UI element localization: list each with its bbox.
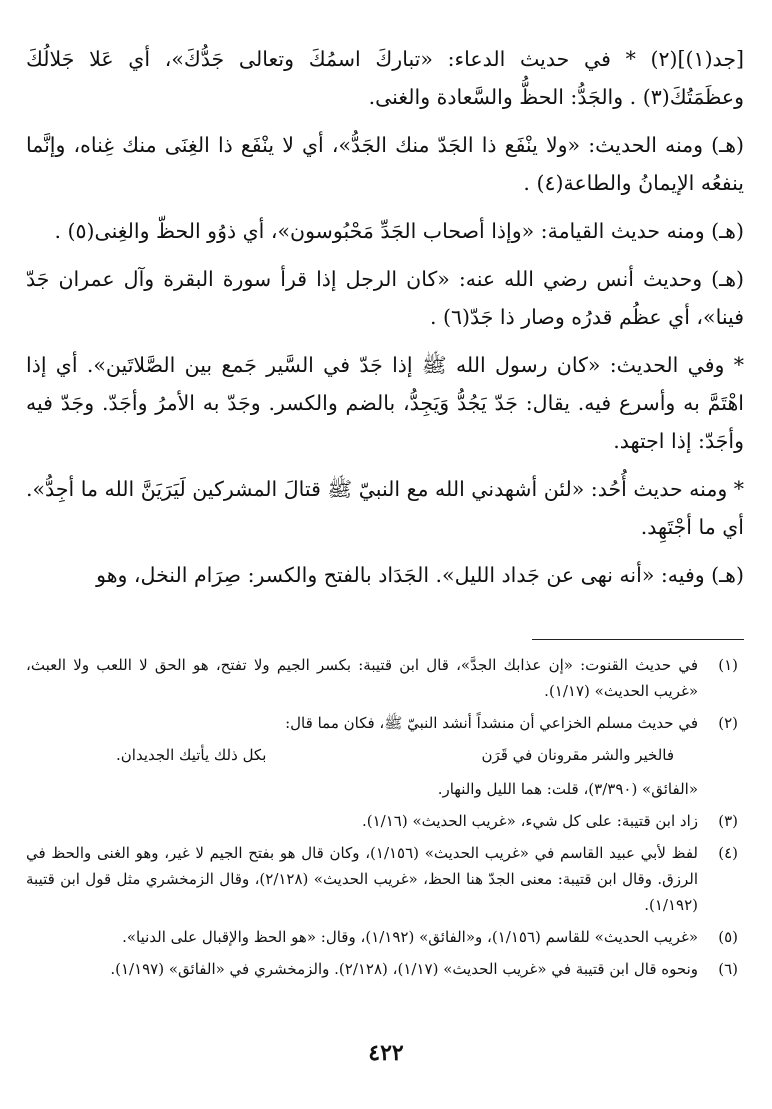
footnote bbox=[26, 840, 744, 918]
page-number: ٤٢٢ bbox=[368, 1040, 404, 1066]
footnote-text: لفظ لأبي عبيد القاسم في «غريب الحديث» (١/١٥٦)، وكان قال هو بفتح الجيم لا غير، وهو الغنى والحظ في الرزق. وقال ابن قتيبة: معنى الجدّ هنا الحظ، «غريب الحديث» (٢/١٢٨)، وقال الزمخشري مثل قول ابن قتيبة (١/١٩٢). bbox=[26, 844, 698, 914]
footnote-text: في حديث مسلم الخزاعي أن منشداً أنشد النبيّ ﷺ، فكان مما قال: bbox=[285, 714, 698, 732]
entry-paragraph bbox=[19, 346, 744, 460]
paragraph-text: (هـ) وحديث أنس رضي الله عنه: «كان الرجل إذا قرأ سورة البقرة وآل عمران جَدّ فينا»، أي عظُم قدرُه وصار ذا جَدّ(٦) . bbox=[19, 267, 744, 329]
paragraph-text: * ومنه حديث أُحُد: «لئن أشهدني الله مع النبيّ ﷺ قتالَ المشركين لَيَرَيَنَّ الله ما أجِدُّ». أي ما أجْتَهِد. bbox=[19, 477, 744, 539]
footnote-number: (٣) bbox=[718, 812, 738, 830]
footnote-number: (٦) bbox=[718, 960, 738, 978]
verse-source: «الفائق» (٣/٣٩٠)، قلت: هما الليل والنهار. bbox=[437, 780, 698, 798]
paragraph-text: (هـ) وفيه: «أنه نهى عن جَداد الليل». الجَدَاد بالفتح والكسر: صِرَام النخل، وهو bbox=[96, 563, 744, 587]
entry-paragraph bbox=[19, 260, 744, 336]
main-text bbox=[19, 40, 744, 594]
footnote-number-spacer bbox=[698, 776, 744, 802]
footnote-number: (١) bbox=[718, 656, 738, 674]
footnote-text: ونحوه قال ابن قتيبة في «غريب الحديث» (١/١٧)، (٢/١٢٨). والزمخشري في «الفائق» (١/١٩٧). bbox=[110, 960, 698, 978]
footnote-text: في حديث القنوت: «إن عذابك الجدَّ»، قال ابن قتيبة: بكسر الجيم ولا تفتح، هو الحق لا اللعب ولا العبث، «غريب الحديث» (١/١٧). bbox=[26, 656, 698, 700]
footnote-text: زاد ابن قتيبة: على كل شيء، «غريب الحديث» (١/١٦). bbox=[361, 812, 698, 830]
footnote-number: (٤) bbox=[718, 844, 738, 862]
footnote-text: «غريب الحديث» للقاسم (١/١٥٦)، و«الفائق» (١/١٩٢)، وقال: «هو الحظ والإقبال على الدنيا». bbox=[122, 928, 698, 946]
footnote-number: (٢) bbox=[718, 714, 738, 732]
verse-second-hemistich: بكل ذلك يأتيك الجديدان. bbox=[116, 746, 267, 764]
paragraph-text: * وفي الحديث: «كان رسول الله ﷺ إذا جَدّ في السَّير جَمع بين الصَّلاتَين». أي إذا اهْتَمَّ به وأسرع فيه. يقال: جَدّ يَجُدُّ وَيَجِدُّ، بالضم والكسر. وجَدّ به الأمرُ وأجَدّ. وجَدّ فيه وأجَدّ: إذا اجتهد. bbox=[19, 353, 744, 453]
poetry-verse bbox=[26, 742, 744, 768]
footnote bbox=[26, 710, 744, 736]
entry-paragraph bbox=[26, 212, 744, 250]
footnote-continuation bbox=[26, 776, 744, 802]
footnote bbox=[26, 652, 744, 704]
paragraph-text: (هـ) ومنه حديث القيامة: «وإذا أصحاب الجَدِّ مَحْبُوسون»، أي ذوُو الحظّ والغِنى(٥) . bbox=[54, 219, 744, 243]
paragraph-text: (هـ) ومنه الحديث: «ولا ينْفَع ذا الجَدّ منك الجَدُّ»، أي لا ينْفَع ذا الغِنَى منك غِناه، وإنَّما ينفعُه الإيمانُ والطاعة(٤) . bbox=[19, 133, 744, 195]
footnote bbox=[26, 956, 744, 982]
footnote bbox=[26, 924, 744, 950]
book-page bbox=[19, 40, 744, 1109]
footnote-number: (٥) bbox=[718, 928, 738, 946]
paragraph-text: [جد(١)](٢) * في حديث الدعاء: «تباركَ اسمُكَ وتعالى جَدُّكَ»، أي عَلا جَلالُكَ وعظَمَتُكَ(٣) . والجَدُّ: الحظُّ والسَّعادة والغنى. bbox=[19, 47, 744, 109]
entry-paragraph bbox=[26, 556, 744, 594]
entry-paragraph bbox=[19, 470, 744, 546]
footnotes bbox=[26, 652, 744, 988]
footnote bbox=[26, 808, 744, 834]
entry-paragraph bbox=[19, 40, 744, 116]
verse-first-hemistich: فالخير والشر مقرونان في قَرَن bbox=[481, 746, 674, 764]
footnote-divider bbox=[532, 639, 744, 640]
entry-paragraph bbox=[19, 126, 744, 202]
